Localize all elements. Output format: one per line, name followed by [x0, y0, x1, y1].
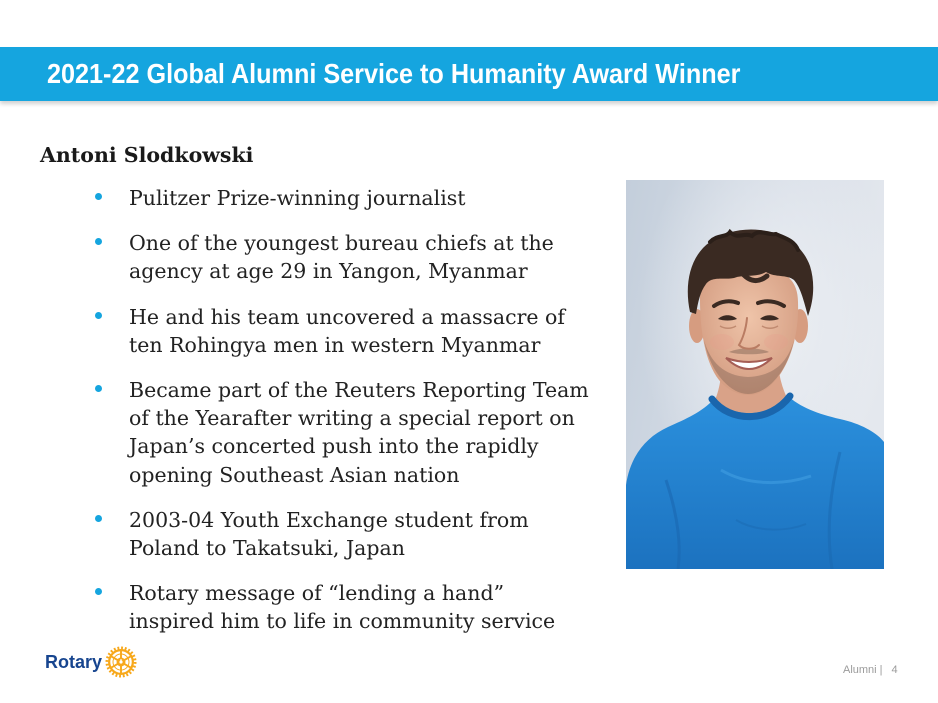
bullet-line: He and his team uncovered a massacre of [129, 304, 565, 329]
bullet-dot-icon [95, 238, 102, 245]
bullet-line: Poland to Takatsuki, Japan [129, 536, 405, 561]
slide-footer [843, 663, 898, 677]
bullet-list [0, 184, 589, 653]
footer-separator: | [879, 664, 883, 676]
bullet-line: One of the youngest bureau chiefs at the [129, 231, 554, 256]
bullet-item [0, 184, 589, 212]
footer-section-label: Alumni [843, 664, 877, 676]
bullet-line: inspired him to life in community service [129, 609, 556, 634]
bullet-dot-icon [95, 588, 102, 595]
title-bar [0, 47, 938, 101]
bullet-line: opening Southeast Asian nation [129, 462, 460, 487]
bullet-line: Rotary message of “lending a hand” [129, 581, 505, 606]
portrait-photo [626, 180, 884, 569]
bullet-item [0, 579, 589, 635]
bullet-item [0, 506, 589, 562]
rotary-wheel-icon [105, 646, 137, 678]
page-number: 4 [891, 664, 898, 676]
bullet-line: Became part of the Reuters Reporting Team [129, 378, 589, 403]
bullet-item [0, 303, 589, 359]
bullet-line: Japan’s concerted push into the rapidly [129, 434, 539, 459]
bullet-item [0, 376, 589, 489]
bullet-dot-icon [95, 312, 102, 319]
bullet-line: Pulitzer Prize-winning journalist [129, 186, 466, 210]
bullet-item [0, 229, 589, 285]
portrait-image [626, 180, 884, 569]
slide-title: 2021-22 Global Alumni Service to Humanity Award Winner [47, 58, 741, 89]
rotary-logo-text: Rotary [45, 652, 103, 672]
bullet-dot-icon [95, 515, 102, 522]
rotary-logo [45, 646, 137, 678]
bullet-line: ten Rohingya men in western Myanmar [129, 332, 541, 357]
bullet-dot-icon [95, 385, 102, 392]
bullet-line: agency at age 29 in Yangon, Myanmar [129, 259, 528, 284]
honoree-name: Antoni Slodkowski [40, 143, 254, 167]
bullet-line: of the Yearafter writing a special report on [129, 406, 575, 431]
bullet-line: 2003-04 Youth Exchange student from [129, 507, 529, 532]
bullet-dot-icon [95, 193, 102, 200]
